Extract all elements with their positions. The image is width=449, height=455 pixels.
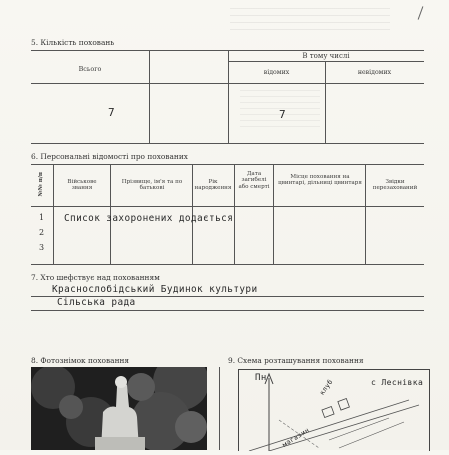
s5-sub-line: [228, 61, 424, 62]
s5-vline-1: [149, 50, 150, 143]
s6-col-reburied: Звідки перезахований: [372, 179, 418, 192]
photo-frame-right: [219, 367, 220, 450]
s5-col-known: відомих: [263, 69, 290, 76]
s6-col-place: Місце поховання на цвинтарі, дільниці цвинтаря: [278, 174, 362, 187]
s6-row-1: 1: [39, 213, 45, 222]
s6-vline-4: [234, 164, 235, 264]
s5-known-value: 7: [279, 108, 287, 121]
s6-vline-1: [53, 164, 54, 264]
s7-line2-text: Сільська рада: [57, 297, 136, 308]
s6-col-rank: Військове звання: [67, 179, 97, 192]
scheme-north-label: Пн: [255, 373, 267, 383]
section6-title: 6. Персональні відомості про похованих: [31, 152, 188, 161]
s5-total-value: 7: [108, 106, 116, 119]
s6-col-name: Прізвище, ім'я та по батькові: [121, 179, 183, 192]
s6-vline-6: [365, 164, 366, 264]
section5-title: 5. Кількість поховань: [31, 38, 115, 47]
s6-vline-5: [273, 164, 274, 264]
s7-line2: [31, 310, 424, 311]
s6-col-birth: Рік народження: [194, 179, 232, 192]
scheme-club-label: клуб: [318, 377, 335, 397]
s5-bottom-line: [31, 143, 424, 144]
s5-col-unknown: невідомих: [357, 69, 392, 76]
s5-col-total: Всього: [78, 65, 102, 73]
grave-photo-image: [31, 367, 207, 450]
s6-col-death: Дата загибелі або смерті: [238, 171, 270, 190]
section9-title: 9. Схема розташування поховання: [228, 356, 364, 365]
s5-vline-2: [228, 50, 229, 143]
scheme-village-label: с Леснівка: [371, 378, 424, 387]
s6-row-3: 3: [39, 243, 45, 252]
ghost-text: [230, 8, 390, 36]
s6-row-2: 2: [39, 228, 45, 237]
section7-title: 7. Хто шефствує над похованням: [31, 273, 160, 282]
grave-photo: [31, 367, 207, 450]
s6-col-number: №№ п/п: [37, 172, 44, 197]
s7-line1-text: Краснослобідський Будинок культури: [52, 284, 258, 295]
s6-note: Список захоронених додається: [64, 213, 234, 224]
s6-bottom-line: [31, 264, 424, 265]
ghost-bleed: [240, 90, 320, 130]
s5-col-including: В тому числі: [302, 52, 350, 60]
section8-title: 8. Фотознімок поховання: [31, 356, 130, 365]
corner-mark: [418, 6, 424, 19]
scheme-shop-label: магазин: [281, 425, 311, 449]
